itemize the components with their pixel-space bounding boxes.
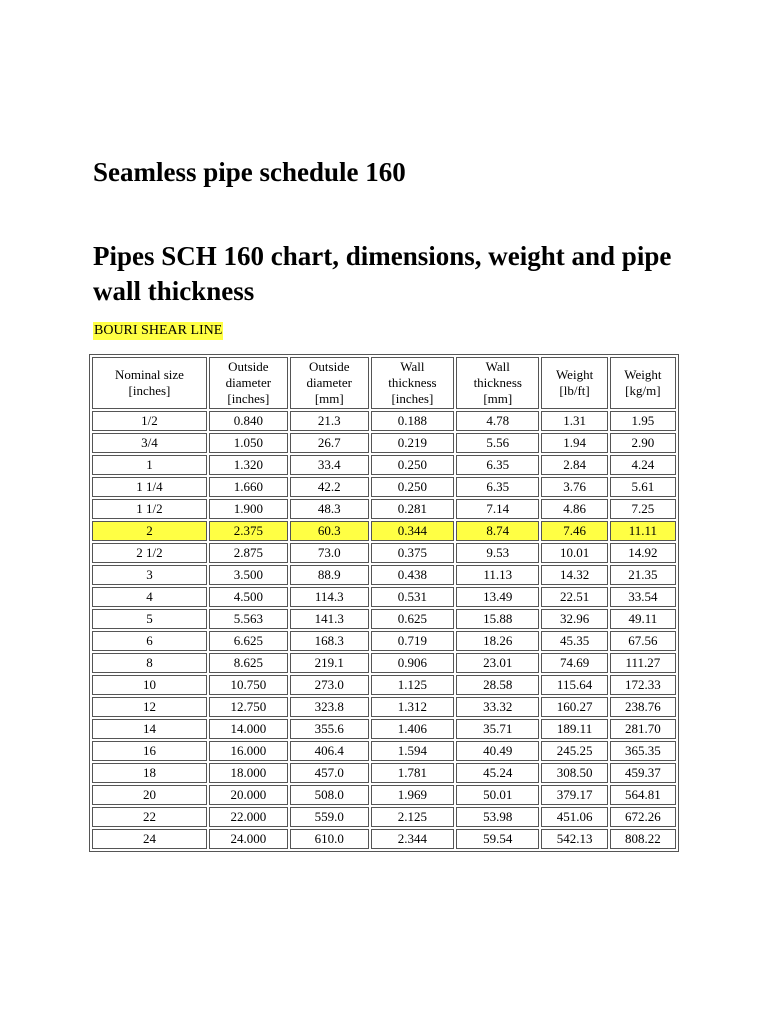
table-row [92,719,676,739]
cell-wall-thickness-mm: 59.54 [456,829,539,849]
cell-outside-diameter-in: 22.000 [209,807,288,827]
cell-nominal-size: 2 1/2 [92,543,207,563]
cell-weight-kgm: 7.25 [610,499,676,519]
cell-wall-thickness-in: 0.281 [371,499,454,519]
cell-weight-kgm: 1.95 [610,411,676,431]
cell-outside-diameter-mm: 219.1 [290,653,369,673]
cell-nominal-size: 6 [92,631,207,651]
cell-nominal-size: 1 1/2 [92,499,207,519]
cell-weight-lbft: 14.32 [541,565,607,585]
cell-weight-kgm: 172.33 [610,675,676,695]
cell-weight-kgm: 67.56 [610,631,676,651]
column-header-line: Outside [309,359,350,374]
cell-outside-diameter-in: 6.625 [209,631,288,651]
column-header-wall-thickness-mm [456,357,539,409]
column-header-nominal-size [92,357,207,409]
cell-weight-kgm: 14.92 [610,543,676,563]
cell-outside-diameter-mm: 323.8 [290,697,369,717]
column-header-line: Outside [228,359,269,374]
cell-wall-thickness-in: 0.219 [371,433,454,453]
cell-weight-lbft: 379.17 [541,785,607,805]
column-header-line: Nominal size [114,367,184,382]
table-row [92,433,676,453]
company-line: BOURI SHEAR LINE [94,323,223,338]
cell-weight-lbft: 1.31 [541,411,607,431]
cell-weight-lbft: 22.51 [541,587,607,607]
cell-outside-diameter-in: 14.000 [209,719,288,739]
column-header-line: diameter [225,375,272,390]
cell-nominal-size: 5 [92,609,207,629]
cell-outside-diameter-in: 1.900 [209,499,288,519]
cell-weight-lbft: 7.46 [541,521,607,541]
cell-outside-diameter-in: 12.750 [209,697,288,717]
page-subtitle: Pipes SCH 160 chart, dimensions, weight and pipe wall thickness [93,241,672,306]
table-row [92,411,676,431]
cell-weight-lbft: 245.25 [541,741,607,761]
cell-wall-thickness-in: 0.250 [371,477,454,497]
cell-weight-kgm: 459.37 [610,763,676,783]
cell-wall-thickness-in: 2.125 [371,807,454,827]
cell-nominal-size: 2 [92,521,207,541]
cell-outside-diameter-mm: 48.3 [290,499,369,519]
cell-nominal-size: 24 [92,829,207,849]
table-row [92,653,676,673]
cell-weight-kgm: 238.76 [610,697,676,717]
column-header-line: [inches] [391,391,434,406]
cell-wall-thickness-in: 0.906 [371,653,454,673]
cell-outside-diameter-mm: 355.6 [290,719,369,739]
cell-wall-thickness-mm: 7.14 [456,499,539,519]
cell-weight-kgm: 11.11 [610,521,676,541]
cell-nominal-size: 10 [92,675,207,695]
cell-weight-lbft: 32.96 [541,609,607,629]
cell-weight-lbft: 542.13 [541,829,607,849]
column-header-line: [mm] [483,391,513,406]
cell-outside-diameter-mm: 88.9 [290,565,369,585]
cell-nominal-size: 18 [92,763,207,783]
cell-wall-thickness-mm: 23.01 [456,653,539,673]
table-row [92,631,676,651]
table-row [92,565,676,585]
cell-nominal-size: 4 [92,587,207,607]
column-header-line: Weight [624,367,662,382]
cell-weight-kgm: 564.81 [610,785,676,805]
cell-nominal-size: 22 [92,807,207,827]
cell-weight-lbft: 451.06 [541,807,607,827]
column-header-line: [lb/ft] [559,383,590,398]
cell-wall-thickness-mm: 28.58 [456,675,539,695]
cell-wall-thickness-mm: 4.78 [456,411,539,431]
column-header-weight-kgm [610,357,676,409]
column-header-weight-lbft [541,357,607,409]
cell-wall-thickness-in: 1.969 [371,785,454,805]
table-row [92,807,676,827]
cell-wall-thickness-in: 2.344 [371,829,454,849]
cell-outside-diameter-mm: 610.0 [290,829,369,849]
cell-outside-diameter-mm: 73.0 [290,543,369,563]
cell-weight-kgm: 281.70 [610,719,676,739]
cell-wall-thickness-mm: 13.49 [456,587,539,607]
table-row [92,609,676,629]
cell-wall-thickness-mm: 6.35 [456,455,539,475]
table-row [92,785,676,805]
cell-outside-diameter-in: 0.840 [209,411,288,431]
cell-nominal-size: 12 [92,697,207,717]
table-row [92,697,676,717]
column-header-line: [kg/m] [625,383,661,398]
cell-weight-kgm: 672.26 [610,807,676,827]
cell-wall-thickness-in: 1.781 [371,763,454,783]
cell-nominal-size: 1/2 [92,411,207,431]
cell-weight-lbft: 74.69 [541,653,607,673]
cell-wall-thickness-mm: 40.49 [456,741,539,761]
cell-nominal-size: 3/4 [92,433,207,453]
column-header-outside-diameter-mm [290,357,369,409]
table-row [92,499,676,519]
cell-outside-diameter-in: 2.875 [209,543,288,563]
column-header-wall-thickness-in [371,357,454,409]
cell-wall-thickness-in: 1.312 [371,697,454,717]
cell-outside-diameter-mm: 42.2 [290,477,369,497]
cell-outside-diameter-in: 2.375 [209,521,288,541]
cell-wall-thickness-in: 0.531 [371,587,454,607]
cell-outside-diameter-in: 1.320 [209,455,288,475]
cell-weight-kgm: 365.35 [610,741,676,761]
column-header-line: [mm] [314,391,344,406]
cell-outside-diameter-in: 1.050 [209,433,288,453]
cell-nominal-size: 1 1/4 [92,477,207,497]
cell-outside-diameter-mm: 21.3 [290,411,369,431]
cell-weight-kgm: 33.54 [610,587,676,607]
cell-outside-diameter-in: 3.500 [209,565,288,585]
column-header-line: Wall [400,359,425,374]
cell-wall-thickness-mm: 45.24 [456,763,539,783]
cell-weight-lbft: 189.11 [541,719,607,739]
cell-wall-thickness-mm: 11.13 [456,565,539,585]
pipe-schedule-table [89,354,679,852]
cell-wall-thickness-mm: 50.01 [456,785,539,805]
cell-weight-lbft: 2.84 [541,455,607,475]
cell-wall-thickness-mm: 6.35 [456,477,539,497]
table-body [92,411,676,849]
cell-weight-lbft: 45.35 [541,631,607,651]
cell-weight-kgm: 49.11 [610,609,676,629]
cell-outside-diameter-in: 16.000 [209,741,288,761]
cell-outside-diameter-mm: 114.3 [290,587,369,607]
cell-weight-kgm: 111.27 [610,653,676,673]
cell-wall-thickness-in: 1.594 [371,741,454,761]
cell-nominal-size: 1 [92,455,207,475]
cell-wall-thickness-in: 0.719 [371,631,454,651]
cell-outside-diameter-in: 10.750 [209,675,288,695]
table-row [92,829,676,849]
cell-nominal-size: 3 [92,565,207,585]
cell-wall-thickness-mm: 9.53 [456,543,539,563]
cell-outside-diameter-mm: 508.0 [290,785,369,805]
cell-wall-thickness-in: 0.375 [371,543,454,563]
column-header-line: Weight [555,367,594,382]
cell-outside-diameter-in: 20.000 [209,785,288,805]
column-header-line: thickness [388,375,437,390]
cell-wall-thickness-in: 0.188 [371,411,454,431]
table-row [92,477,676,497]
cell-wall-thickness-in: 0.625 [371,609,454,629]
cell-weight-lbft: 308.50 [541,763,607,783]
cell-outside-diameter-mm: 26.7 [290,433,369,453]
cell-wall-thickness-in: 0.344 [371,521,454,541]
cell-weight-lbft: 3.76 [541,477,607,497]
cell-weight-kgm: 2.90 [610,433,676,453]
cell-outside-diameter-in: 5.563 [209,609,288,629]
cell-nominal-size: 8 [92,653,207,673]
cell-wall-thickness-in: 1.406 [371,719,454,739]
table-row [92,587,676,607]
table-row [92,675,676,695]
cell-weight-kgm: 5.61 [610,477,676,497]
table-row [92,741,676,761]
cell-weight-lbft: 10.01 [541,543,607,563]
cell-outside-diameter-mm: 141.3 [290,609,369,629]
column-header-line: Wall [485,359,510,374]
cell-wall-thickness-mm: 33.32 [456,697,539,717]
cell-wall-thickness-mm: 35.71 [456,719,539,739]
cell-weight-lbft: 4.86 [541,499,607,519]
cell-weight-lbft: 1.94 [541,433,607,453]
column-header-outside-diameter-in [209,357,288,409]
cell-weight-kgm: 21.35 [610,565,676,585]
cell-wall-thickness-mm: 18.26 [456,631,539,651]
cell-outside-diameter-mm: 168.3 [290,631,369,651]
cell-outside-diameter-mm: 60.3 [290,521,369,541]
table-row [92,763,676,783]
cell-outside-diameter-in: 24.000 [209,829,288,849]
cell-outside-diameter-mm: 457.0 [290,763,369,783]
cell-outside-diameter-in: 18.000 [209,763,288,783]
table-row [92,455,676,475]
cell-outside-diameter-in: 8.625 [209,653,288,673]
table-header-row [92,357,676,409]
page-title: Seamless pipe schedule 160 [93,157,406,187]
column-header-line: diameter [306,375,352,390]
cell-wall-thickness-in: 1.125 [371,675,454,695]
column-header-line: [inches] [227,391,270,406]
cell-weight-kgm: 4.24 [610,455,676,475]
column-header-line: thickness [473,375,522,390]
cell-wall-thickness-mm: 5.56 [456,433,539,453]
cell-outside-diameter-mm: 559.0 [290,807,369,827]
cell-wall-thickness-in: 0.250 [371,455,454,475]
cell-outside-diameter-mm: 273.0 [290,675,369,695]
cell-outside-diameter-in: 1.660 [209,477,288,497]
cell-weight-lbft: 115.64 [541,675,607,695]
table-row [92,521,676,541]
column-header-line: [inches] [128,383,171,398]
cell-wall-thickness-mm: 15.88 [456,609,539,629]
cell-weight-kgm: 808.22 [610,829,676,849]
cell-nominal-size: 14 [92,719,207,739]
cell-nominal-size: 20 [92,785,207,805]
table-row [92,543,676,563]
cell-outside-diameter-in: 4.500 [209,587,288,607]
cell-outside-diameter-mm: 33.4 [290,455,369,475]
cell-weight-lbft: 160.27 [541,697,607,717]
cell-wall-thickness-in: 0.438 [371,565,454,585]
cell-wall-thickness-mm: 8.74 [456,521,539,541]
cell-outside-diameter-mm: 406.4 [290,741,369,761]
cell-nominal-size: 16 [92,741,207,761]
table-header [92,357,676,409]
cell-wall-thickness-mm: 53.98 [456,807,539,827]
